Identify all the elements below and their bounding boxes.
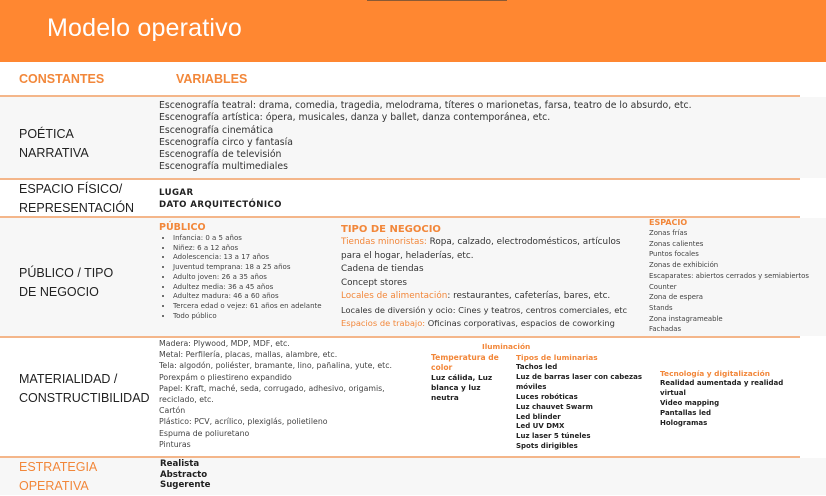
top-scroll-indicator [367,0,507,1]
list-item: Led blinder [516,412,561,421]
list-item: Escenografía de televisión [159,149,282,161]
row-estrategia-bg [0,458,826,495]
publico-block [159,222,334,321]
list-item: • Juventud temprana: 18 a 25 años [173,263,334,273]
list-item: Video mapping [660,398,720,407]
list-item: Escenografía circo y fantasía [159,136,293,148]
materials-list [159,338,414,450]
list-item: Luz chauvet Swarm [516,402,593,411]
row-label-poetica [19,125,89,163]
negocio-block [341,224,643,331]
separator [0,95,800,97]
list-item: • Infancia: 0 a 5 años [173,234,334,244]
list-item: DATO ARQUITECTÓNICO [159,199,282,210]
list-item: Espuma de poliuretano [159,428,250,438]
list-item: • Adulto joven: 26 a 35 años [173,273,334,283]
espacio-title: ESPACIO [649,218,688,227]
label-line: PÚBLICO / TIPO [19,266,114,280]
poetica-list [159,100,692,174]
negocio-alimentacion [341,290,643,304]
list-item: Zona instagrameable [649,314,723,323]
negocio-title: TIPO DE NEGOCIO [341,224,441,235]
negocio-tiendas [341,236,643,263]
list-item: • Tercera edad o vejez: 61 años en adelante [173,302,334,312]
label-line: ESPACIO FÍSICO/ [19,182,123,196]
negocio-tiendas-text: Ropa, calzado, electrodomésticos, artículos para el hogar, heladerías, etc. [341,237,621,261]
list-item: • Adultez media: 36 a 45 años [173,283,334,293]
list-item: Spots dirigibles [516,442,578,451]
row-label-materialidad [19,370,150,408]
label-line: NARRATIVA [19,146,89,160]
list-item: • Adolescencia: 13 a 17 años [173,253,334,263]
list-item: Tachos led [516,363,558,371]
label-line: ESTRATEGIA [19,460,98,474]
negocio-alimentacion-text: : restaurantes, cafeterías, bares, etc. [447,291,611,301]
list-item: Sugerente [160,480,211,490]
list-item: Counter [649,282,677,291]
negocio-alimentacion-label: Locales de alimentación [341,291,448,301]
list-item: Pantallas led [660,408,712,417]
list-item: Zonas frías [649,229,688,237]
luminarias-title: Tipos de luminarias [516,353,598,362]
temperatura-block [431,353,505,403]
list-item: Led UV DMX [516,422,565,431]
tecnologia-block [660,369,800,429]
list-item: • Niñez: 6 a 12 años [173,244,334,254]
list-item: Cartón [159,406,186,416]
espacio-block [649,218,821,335]
list-item: Pinturas [159,439,191,449]
list-item: Zonas de exhibición [649,261,719,270]
publico-list [159,234,334,321]
temperatura-text: Luz cálida, Luz blanca y luz neutra [431,373,493,402]
list-item: Escenografía cinemática [159,124,274,136]
list-item: Luz laser 5 túneles [516,432,591,441]
row-label-publico [19,264,113,302]
label-line: MATERIALIDAD / [19,372,118,386]
column-header-constants: CONSTANTES [19,72,105,86]
row-label-espacio-fisico [19,180,134,218]
list-item: Escenografía artística: ópera, musicales, danza y ballet, danza contemporánea, etc. [159,112,551,124]
tecnologia-title: Tecnología y digitalización [660,369,770,378]
iluminacion-title: Iluminación [482,342,531,351]
list-item: Plástico: PCV, acrílico, plexiglás, polietileno [159,417,328,427]
negocio-trabajo [341,317,643,331]
estrategia-list [160,459,210,491]
column-header-variables: VARIABLES [176,72,248,86]
publico-title: PÚBLICO [159,222,206,233]
label-line: CONSTRUCTIBILIDAD [19,391,150,405]
list-item: Stands [649,303,673,312]
separator [0,456,800,458]
negocio-trabajo-text: Oficinas corporativas, espacios de coworking [425,318,615,328]
list-item: Luz de barras laser con cabezas móviles [516,372,643,391]
list-item: Zona de espera [649,293,704,302]
espacio-fisico-list [159,188,282,211]
list-item: Escenografía teatral: drama, comedia, tragedia, melodrama, títeres o marionetas, farsa, teatro de lo absurdo, etc. [159,100,692,111]
negocio-trabajo-label: Espacios de trabajo: [341,318,426,328]
list-item: Hologramas [660,418,708,427]
list-item: Escaparates: abiertos cerrados y semiabiertos [649,271,809,280]
negocio-tiendas-label: Tiendas minoristas: [341,237,427,247]
list-item: Realista [160,459,200,469]
label-line: OPERATIVA [19,479,89,493]
list-item: Realidad aumentada y realidad virtual [660,379,784,397]
negocio-cadena: Cadena de tiendas [341,264,424,274]
list-item: Luces robóticas [516,392,578,401]
temperatura-title: Temperatura de color [431,353,499,372]
row-label-estrategia [19,458,97,496]
list-item: • Todo público [173,312,334,322]
list-item: • Adultez madura: 46 a 60 años [173,292,334,302]
list-item: Tela: algodón, poliéster, bramante, lino, pañalina, yute, etc. [159,361,392,371]
label-line: DE NEGOCIO [19,285,99,299]
list-item: Papel: Kraft, maché, seda, corrugado, adhesivo, origamis, reciclado, etc. [159,383,385,405]
list-item: Fachadas [649,325,682,334]
list-item: Madera: Plywood, MDP, MDF, etc. [159,339,290,348]
list-item: Abstracto [160,469,208,480]
list-item: Metal: Perfilería, placas, mallas, alambre, etc. [159,350,338,360]
negocio-diversion: Locales de diversión y ocio: Cines y teatros, centros comerciales, etc [341,304,628,315]
list-item: Escenografía multimediales [159,161,288,173]
list-item: Porexpám o pliestireno expandido [159,372,292,382]
label-line: REPRESENTACIÓN [19,201,135,215]
page-title: Modelo operativo [47,14,242,42]
label-line: POÉTICA [19,127,74,141]
negocio-concept: Concept stores [341,277,408,288]
luminarias-block [516,353,644,452]
list-item: Puntos focales [649,250,699,259]
list-item: Zonas calientes [649,239,704,248]
list-item: LUGAR [159,188,194,198]
